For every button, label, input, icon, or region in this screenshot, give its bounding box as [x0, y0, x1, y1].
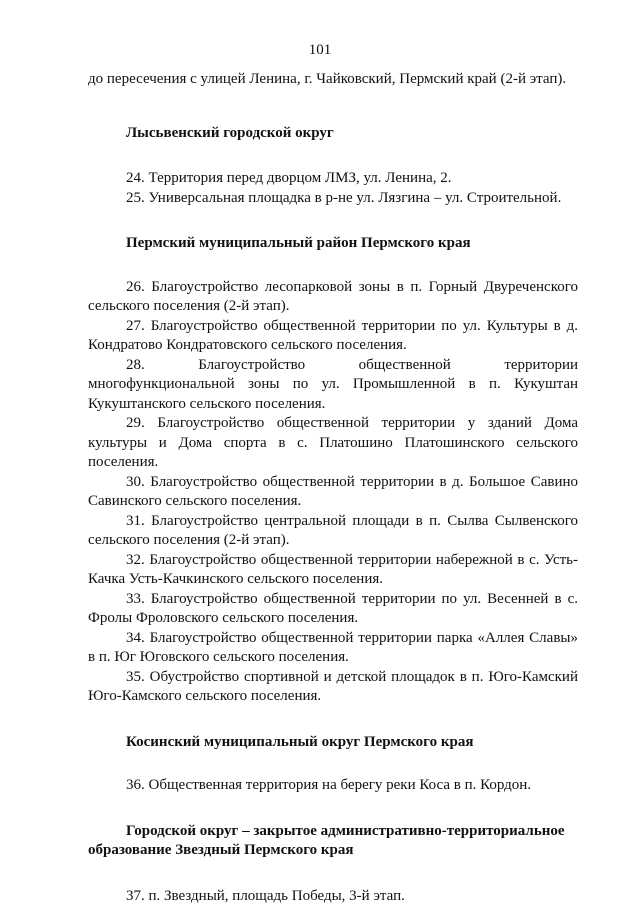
list-item-32: 32. Благоустройство общественной территории набережной в с. Усть-Качка Усть-Качкинского сельского поселения. [88, 551, 578, 590]
list-item-29: 29. Благоустройство общественной территории у зданий Дома культуры и Дома спорта в с. Платошино Платошинского сельского поселения. [88, 414, 578, 473]
list-item-33: 33. Благоустройство общественной территории по ул. Весенней в с. Фролы Фроловского сельского поселения. [88, 590, 578, 629]
list-item-31: 31. Благоустройство центральной площади в п. Сылва Сылвенского сельского поселения (2-й этап). [88, 512, 578, 551]
list-item-27: 27. Благоустройство общественной территории по ул. Культуры в д. Кондратово Кондратовского сельского поселения. [88, 317, 578, 356]
document-body [88, 70, 578, 906]
section-heading-perm-district: Пермский муниципальный район Пермского края [88, 234, 578, 254]
section-heading-kosa: Косинский муниципальный округ Пермского края [88, 733, 578, 753]
list-item-25: 25. Универсальная площадка в р-не ул. Лязгина – ул. Строительной. [88, 189, 578, 209]
section-heading-zvezdny: Городской округ – закрытое административно-территориальное образование Звездный Пермского края [88, 822, 578, 861]
list-item-28: 28. Благоустройство общественной территории многофункциональной зоны по ул. Промышленной в п. Кукуштан Кукуштанского сельского поселения. [88, 356, 578, 415]
list-item-24: 24. Территория перед дворцом ЛМЗ, ул. Ленина, 2. [88, 169, 578, 189]
list-item-30: 30. Благоустройство общественной территории в д. Большое Савино Савинского сельского поселения. [88, 473, 578, 512]
list-item-36: 36. Общественная территория на берегу реки Коса в п. Кордон. [88, 776, 578, 796]
list-item-34: 34. Благоустройство общественной территории парка «Аллея Славы» в п. Юг Юговского сельского поселения. [88, 629, 578, 668]
intro-line: до пересечения с улицей Ленина, г. Чайковский, Пермский край (2-й этап). [88, 70, 578, 90]
list-item-26: 26. Благоустройство лесопарковой зоны в п. Горный Двуреченского сельского поселения (2-й этап). [88, 278, 578, 317]
list-item-35: 35. Обустройство спортивной и детской площадок в п. Юго-Камский Юго-Камского сельского поселения. [88, 668, 578, 707]
list-item-37: 37. п. Звездный, площадь Победы, 3-й этап. [88, 887, 578, 906]
section-heading-lysva: Лысьвенский городской округ [88, 124, 578, 144]
page-number: 101 [0, 42, 640, 59]
